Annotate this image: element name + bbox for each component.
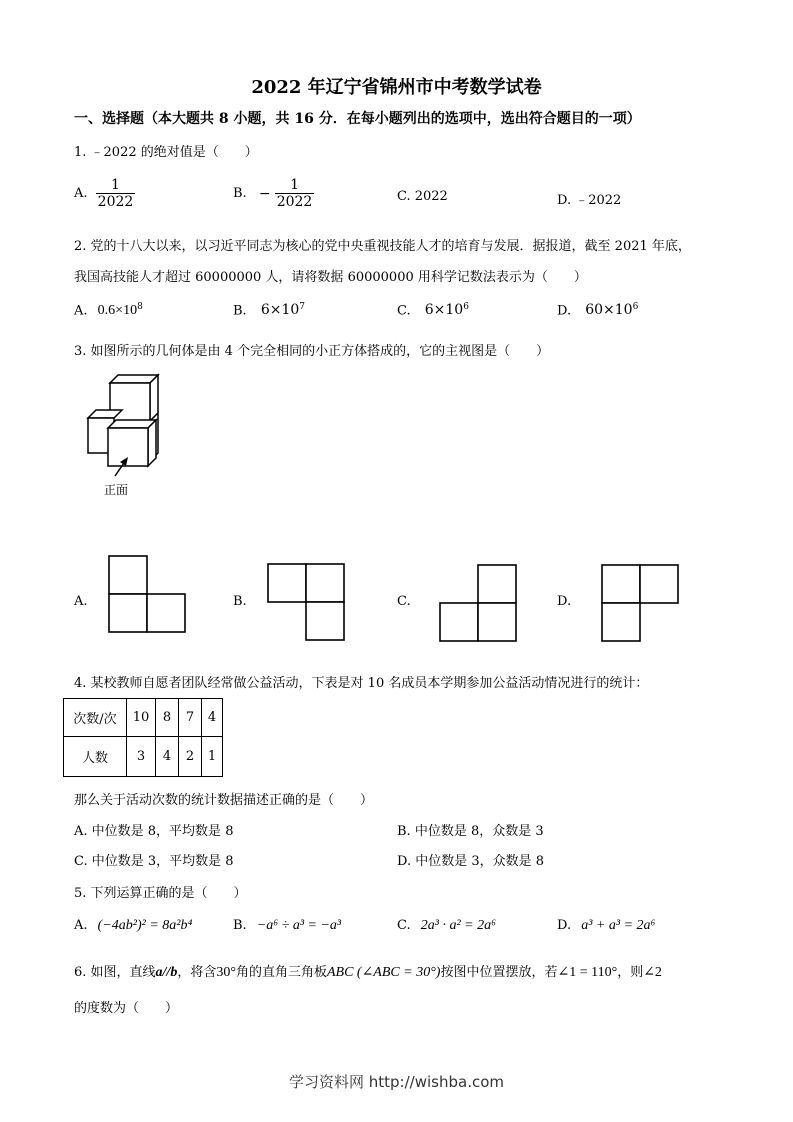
- expression: 2a³ · a² = 2a⁶: [420, 918, 496, 933]
- q6-text: 按图中位置摆放，若: [440, 965, 558, 980]
- q3-option-d-view: [600, 563, 684, 645]
- view-square: [640, 565, 678, 603]
- fraction: [96, 177, 136, 210]
- footer-watermark: 学习资料网 http://wishba.com: [289, 1073, 504, 1091]
- q1-stem: 1. ﹣2022 的绝对值是（ ）: [74, 145, 258, 160]
- q4-question: 那么关于活动次数的统计数据描述正确的是（ ）: [74, 793, 374, 808]
- q3-option-d-label: D.: [557, 594, 572, 609]
- option-label: A.: [74, 303, 88, 319]
- q3-option-c-label: C.: [397, 594, 411, 609]
- option-label: B.: [233, 303, 247, 319]
- minus-sign: −: [258, 185, 271, 202]
- fraction: [275, 177, 315, 210]
- q2-option-b: [233, 302, 305, 318]
- q4-stem: 4. 某校教师自愿者团队经常做公益活动，下表是对 10 名成员本学期参加公益活动情况进行的统计：: [74, 676, 649, 691]
- table-header-cell: 次数/次: [64, 699, 127, 737]
- view-square: [268, 564, 306, 602]
- option-label: D.: [557, 303, 572, 319]
- q1-option-b: [233, 177, 314, 210]
- table-header-cell: 人数: [64, 737, 127, 777]
- table-cell: 8: [156, 699, 179, 737]
- table-cell: 4: [202, 699, 223, 737]
- section-heading: 一、选择题（本大题共 8 小题，共 16 分．在每小题列出的选项中，选出符合题目的一项）: [74, 111, 641, 127]
- view-square: [306, 564, 344, 602]
- front-cube: [108, 420, 156, 466]
- exponent: 7: [299, 302, 306, 312]
- view-square: [478, 603, 516, 641]
- view-square: [147, 594, 185, 632]
- option-label: C.: [397, 303, 411, 319]
- q1-option-c: C. 2022: [397, 189, 448, 204]
- expression: 6×10: [424, 302, 464, 319]
- exponent: 6: [463, 302, 469, 312]
- q5-option-c: [397, 918, 496, 934]
- q3-stem: 3. 如图所示的几何体是由 4 个完全相同的小正方体搭成的，它的主视图是（ ）: [74, 344, 550, 359]
- q5-stem: 5. 下列运算正确的是（ ）: [74, 886, 247, 901]
- view-square: [602, 565, 640, 603]
- numerator: 1: [275, 177, 315, 194]
- q3-option-b-label: B.: [233, 594, 247, 609]
- table-cell: 2: [179, 737, 202, 777]
- q6-math: a//b: [155, 965, 178, 980]
- view-square: [306, 602, 344, 640]
- q3-option-c-view: [438, 563, 522, 645]
- q3-option-a-label: A.: [74, 594, 88, 609]
- q6-math: ∠1 = 110°: [557, 965, 618, 980]
- option-label: B.: [233, 918, 247, 933]
- q3-option-b-view: [266, 562, 350, 644]
- expression: −a⁶ ÷ a³ = −a³: [256, 918, 342, 933]
- expression: 60×10: [585, 302, 633, 319]
- denominator: 2022: [276, 194, 313, 210]
- option-label: C.: [397, 918, 411, 933]
- page-title: 2022 年辽宁省锦州市中考数学试卷: [251, 77, 542, 98]
- q6-line-2: 的度数为（ ）: [74, 1001, 179, 1016]
- q6-math: ABC (∠ABC = 30°): [326, 965, 441, 980]
- table-cell: 3: [127, 737, 156, 777]
- q6-text: ，则: [617, 965, 644, 980]
- front-label: 正面: [104, 483, 129, 497]
- numerator: 1: [96, 177, 136, 194]
- q6-math: ∠2: [643, 965, 662, 980]
- q5-option-a: [74, 918, 192, 934]
- stats-table: [63, 698, 223, 777]
- table-cell: 7: [179, 699, 202, 737]
- q4-option-c: C. 中位数是 3，平均数是 8: [74, 854, 234, 869]
- q1-option-d: D. ﹣2022: [557, 193, 622, 208]
- view-square: [602, 603, 640, 641]
- exponent: 6: [632, 302, 639, 312]
- option-label: D.: [557, 918, 572, 933]
- expression: (−4ab²)² = 8a²b⁴: [97, 918, 193, 933]
- q6-line-1: [74, 961, 662, 981]
- table-cell: 1: [202, 737, 223, 777]
- table-row: [64, 737, 223, 777]
- q4-option-a: A. 中位数是 8，平均数是 8: [74, 824, 234, 839]
- cube-figure: [80, 368, 170, 488]
- table-row: [64, 699, 223, 737]
- q2-option-a: [74, 302, 143, 319]
- q5-option-d: [557, 918, 655, 934]
- q2-line-1: 2. 党的十八大以来，以习近平同志为核心的党中央重视技能人才的培育与发展．据报道，截至 2021 年底，: [74, 239, 691, 254]
- option-label: A.: [74, 918, 88, 933]
- q2-line-2: 我国高技能人才超过 60000000 人，请将数据 60000000 用科学记数法表示为（ ）: [74, 270, 587, 285]
- option-label: A.: [74, 186, 88, 201]
- view-square: [478, 565, 516, 603]
- q6-text: 6. 如图，直线: [74, 965, 156, 980]
- table-cell: 4: [156, 737, 179, 777]
- q6-math: 30°: [216, 965, 236, 980]
- option-label: B.: [233, 186, 247, 201]
- q6-text: ，将含: [177, 965, 217, 980]
- view-square: [109, 556, 147, 594]
- q1-option-a: [74, 177, 135, 210]
- q5-option-b: [233, 918, 341, 934]
- denominator: 2022: [97, 194, 134, 210]
- view-square: [440, 603, 478, 641]
- q6-text: 角的直角三角板: [235, 965, 327, 980]
- q2-option-c: [397, 302, 469, 318]
- table-cell: 10: [127, 699, 156, 737]
- view-square: [109, 594, 147, 632]
- q3-option-a-view: [106, 554, 190, 636]
- exponent: 8: [137, 302, 143, 312]
- expression: a³ + a³ = 2a⁶: [581, 918, 656, 933]
- q4-option-b: B. 中位数是 8，众数是 3: [397, 824, 544, 839]
- expression: 6×10: [260, 302, 300, 319]
- q4-option-d: D. 中位数是 3，众数是 8: [397, 854, 545, 869]
- q2-option-d: [557, 302, 638, 318]
- expression: 0.6×10: [97, 303, 138, 319]
